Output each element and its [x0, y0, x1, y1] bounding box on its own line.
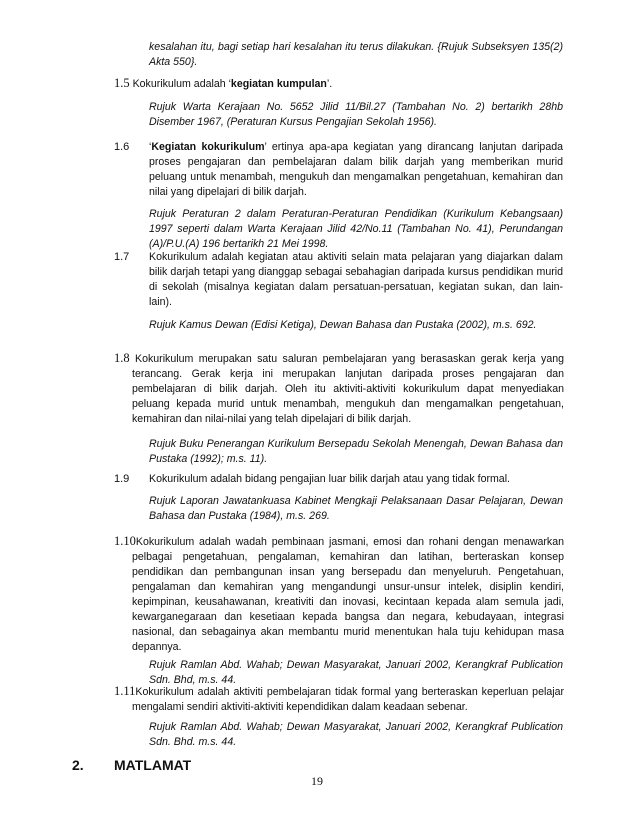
term-bold: Kegiatan kokurikulum — [151, 141, 265, 153]
item-1-5: 1.5 Kokurikulum adalah ‘kegiatan kumpulan’. — [114, 76, 333, 90]
item-1-9-reference: Rujuk Laporan Jawatankuasa Kabinet Mengkaji Pelaksanaan Dasar Pelajaran, Dewan Bahasa dan Pustaka (1984), m.s. 269. — [149, 495, 563, 522]
item-number: 1.9 — [114, 473, 130, 485]
item-number: 1.11 — [114, 684, 136, 698]
item-1-8-text: 1.8 Kokurikulum merupakan satu saluran pembelajaran yang berasaskan gerak kerja yang terancang. Gerak kerja ini merupakan lanjutan daripada proses pengajaran dan pembelajaran di bilik darjah. Oleh itu aktiviti-aktiviti kokurikulum dapat menyediakan peluang kepada murid untuk menambah, mengukuh dan mengamalkan pengetahuan, kemahiran dan nilai-nilai yang telah dipelajari di bilik darjah. — [114, 351, 564, 425]
section-title: MATLAMAT — [114, 757, 192, 773]
page-number: 19 — [311, 774, 323, 788]
item-number: 1.6 — [114, 141, 130, 153]
item-1-6-text: ‘Kegiatan kokurikulum’ ertinya apa-apa kegiatan yang dirancang lanjutan daripada proses pengajaran dan pembelajaran dalam bilik darjah yang memberikan murid peluang untuk menambah, mengukuh dan mengamalkan pengetahuan, kemahiran dan nilai yang dipelajari di bilik darjah. — [149, 141, 563, 198]
item-1-7-text: Kokurikulum adalah kegiatan atau aktiviti selain mata pelajaran yang diajarkan dalam bilik darjah tetapi yang dianggap sebagai sebahagian daripada kursus pendidikan murid di sekolah (misalnya kegiatan dalam persatuan-persatuan, kegiatan sukan, dan lain-lain). — [149, 251, 563, 308]
item-1-8-reference: Rujuk Buku Penerangan Kurikulum Bersepadu Sekolah Menengah, Dewan Bahasa dan Pustaka (1992); m.s. 11). — [149, 438, 563, 465]
item-1-7-reference: Rujuk Kamus Dewan (Edisi Ketiga), Dewan Bahasa dan Pustaka (2002), m.s. 692. — [149, 319, 537, 331]
item-number: 1.8 — [114, 351, 130, 365]
item-number: 1.5 — [114, 76, 130, 90]
term-bold: kegiatan kumpulan — [230, 78, 327, 90]
item-1-10-text: 1.10Kokurikulum adalah wadah pembinaan jasmani, emosi dan rohani dengan menawarkan pelbagai pengetahuan, pengalaman, kemahiran dan latihan, berteraskan konsep pendidikan dan pembangunan insan yang bersepadu dan menyeluruh. Pengetahuan, pengalaman dan kemahiran yang mengandungi unsur-unsur intelek, disiplin kendiri, kepimpinan, keusahawanan, kreativiti dan inovasi, kecintaan kepada alam semula jadi, kewarganegaraan dan kesetiaan kepada bangsa dan negara, kebudayaan, integrasi nasional, dan sebagainya akan membantu murid menentukan hala tuju kehidupan masa depannya. — [114, 534, 564, 653]
item-1-6-reference: Rujuk Peraturan 2 dalam Peraturan-Peraturan Pendidikan (Kurikulum Kebangsaan) 1997 seperti dalam Warta Kerajaan Jilid 42/No.11 (Tambahan No. 41), Perundangan (A)/P.U.(A) 196 bertarikh 21 Mei 1998. — [149, 208, 563, 250]
item-1-9-text: Kokurikulum adalah bidang pengajian luar bilik darjah atau yang tidak formal. — [149, 473, 510, 485]
item-number: 1.7 — [114, 251, 130, 263]
item-1-5-reference: Rujuk Warta Kerajaan No. 5652 Jilid 11/Bil.27 (Tambahan No. 2) bertarikh 28hb Disember 1967, (Peraturan Kursus Pengajian Sekolah 1956). — [149, 101, 563, 128]
item-1-11-text: 1.11Kokurikulum adalah aktiviti pembelajaran tidak formal yang berteraskan keperluan pelajar mengalami sendiri aktiviti-aktiviti kependidikan dalam keadaan sebenar. — [114, 684, 564, 713]
continuation-text: kesalahan itu, bagi setiap hari kesalahan itu terus dilakukan. {Rujuk Subseksyen 135(2) Akta 550}. — [149, 41, 563, 68]
section-number: 2. — [72, 757, 84, 773]
item-number: 1.10 — [114, 534, 136, 548]
item-1-10-reference: Rujuk Ramlan Abd. Wahab; Dewan Masyarakat, Januari 2002, Kerangkraf Publication Sdn. Bhd, m.s. 44. — [149, 659, 563, 686]
item-1-11-reference: Rujuk Ramlan Abd. Wahab; Dewan Masyarakat, Januari 2002, Kerangkraf Publication Sdn. Bhd. m.s. 44. — [149, 721, 563, 748]
